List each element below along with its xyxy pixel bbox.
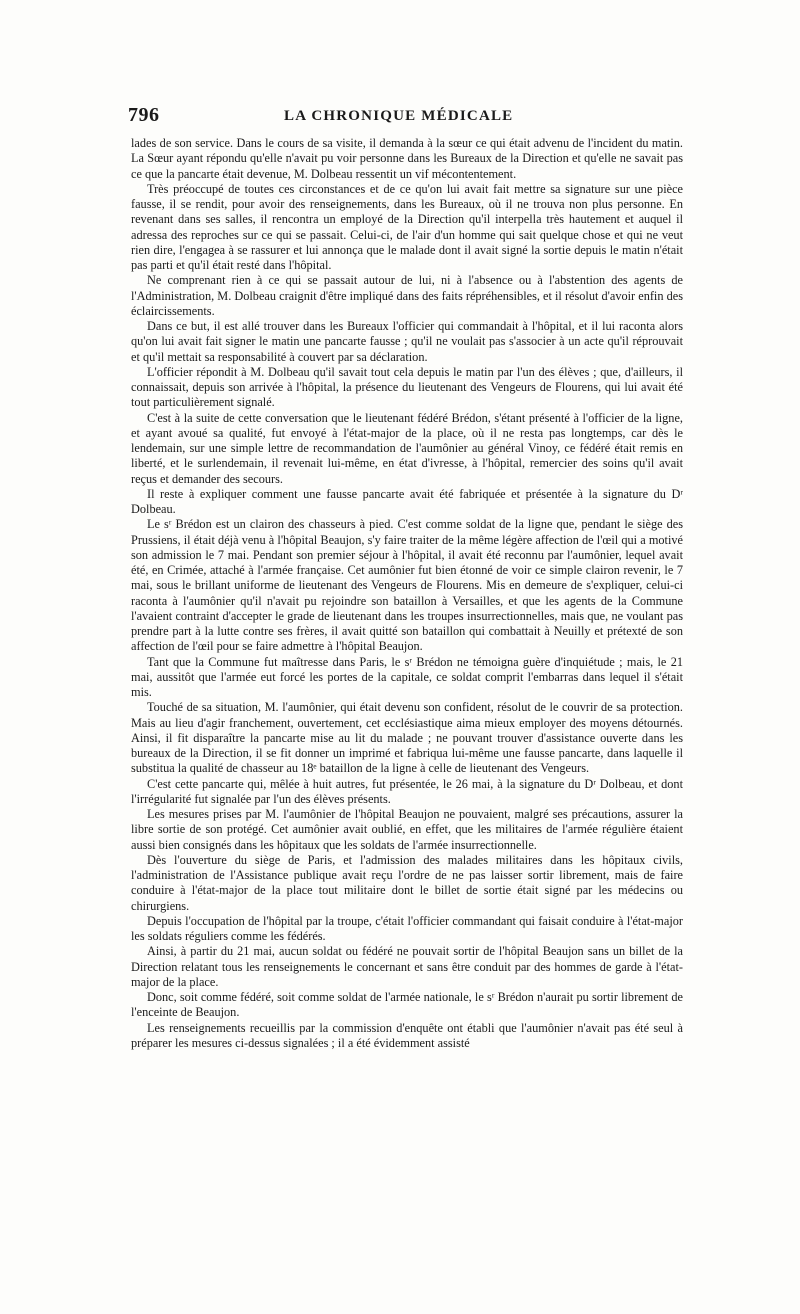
paragraph: C'est cette pancarte qui, mêlée à huit autres, fut présentée, le 26 mai, à la signature du Dʳ Dolbeau, et dont l'irrégularité fut signalée par l'un des élèves présents.: [131, 776, 683, 806]
paragraph: Ainsi, à partir du 21 mai, aucun soldat ou fédéré ne pouvait sortir de l'hôpital Beaujon sans un billet de la Direction relatant tous les renseignements le concernant et sans être conduit par des hommes de garde à l'état-major de la place.: [131, 944, 683, 989]
paragraph: Les renseignements recueillis par la commission d'enquête ont établi que l'aumônier n'avait pas été seul à préparer les mesures ci-dessus signalées ; il a été évidemment assisté: [131, 1020, 683, 1050]
paragraph: Dans ce but, il est allé trouver dans les Bureaux l'officier qui commandait à l'hôpital, et il lui raconta alors qu'on lui avait fait signer le matin une pancarte fausse ; qu'il ne voulait pas s'associer à un acte qu'il réprouvait et qu'il mettait sa responsabilité à couvert par sa déclaration.: [131, 319, 683, 364]
page-header: [128, 104, 684, 128]
paragraph: Très préoccupé de toutes ces circonstances et de ce qu'on lui avait fait mettre sa signature sur une pièce fausse, il se rendit, pour avoir des renseignements, dans les Bureaux, où il ne trouva non plus personne. En revenant dans ses salles, il rencontra un employé de la Direction qu'il interpella très hautement et auquel il adressa des reproches sur ce qui se passait. Celui-ci, de l'air d'un homme qui sait quelque chose et qui ne veut rien dire, l'engagea à se rassurer et lui annonça que le malade dont il avait signé la sortie depuis le matin n'était pas parti et qu'il était resté dans l'hôpital.: [131, 181, 683, 272]
paragraph: C'est à la suite de cette conversation que le lieutenant fédéré Brédon, s'étant présenté à l'officier de la ligne, et ayant avoué sa qualité, fut envoyé à l'état-major de la place, où il ne resta pas longtemps, car dès le lendemain, sur une simple lettre de recommandation de l'aumônier au général Vinoy, ce fédéré était remis en liberté, et le surlendemain, il revenait lui-même, en état d'ivresse, à l'hôpital, remercier des soins qu'il avait reçus et demander des secours.: [131, 410, 683, 486]
paragraph: Les mesures prises par M. l'aumônier de l'hôpital Beaujon ne pouvaient, malgré ses précautions, assurer la libre sortie de son protégé. Cet aumônier avait oublié, en effet, que les militaires de l'armée régulière étaient aussi bien consignés dans les hôpitaux que les soldats de l'armée insurrectionnelle.: [131, 807, 683, 852]
paragraph: Touché de sa situation, M. l'aumônier, qui était devenu son confident, résolut de le couvrir de sa protection. Mais au lieu d'agir franchement, ouvertement, cet ecclésiastique aima mieux employer des moyens détournés. Ainsi, il fit disparaître la pancarte mise au lit du malade ; ne pouvant trouver d'assistance ouverte dans les bureaux de la Direction, il se fit donner un imprimé et fabriqua lui-même une fausse pancarte, dans laquelle il substitua la qualité de chasseur au 18ᵉ bataillon de la ligne à celle de lieutenant des Vengeurs.: [131, 700, 683, 776]
page-number: 796: [128, 104, 160, 126]
paragraph: Il reste à expliquer comment une fausse pancarte avait été fabriquée et présentée à la signature du Dʳ Dolbeau.: [131, 486, 683, 516]
paragraph: L'officier répondit à M. Dolbeau qu'il savait tout cela depuis le matin par l'un des élèves ; que, d'ailleurs, il connaissait, depuis son arrivée à l'hôpital, la présence du lieutenant des Vengeurs de Flourens, qui lui avait été tout particulièrement signalé.: [131, 364, 683, 410]
paragraph: lades de son service. Dans le cours de sa visite, il demanda à la sœur ce qui était advenu de l'incident du matin. La Sœur ayant répondu qu'elle n'avait pu voir personne dans les Bureaux de la Direction et qu'elle ne savait pas ce que la pancarte était devenue, M. Dolbeau ressentit un vif mécontentement.: [131, 136, 683, 181]
paragraph: Ne comprenant rien à ce qui se passait autour de lui, ni à l'absence ou à l'abstention des agents de l'Administration, M. Dolbeau craignit d'être impliqué dans des faits répréhensibles, et il résolut d'avoir enfin des éclaircissements.: [131, 273, 683, 318]
paragraph: Le sʳ Brédon est un clairon des chasseurs à pied. C'est comme soldat de la ligne que, pendant le siège des Prussiens, il était déjà venu à l'hôpital Beaujon, s'y faire traiter de la même légère affection de l'œil qui a motivé son admission le 7 mai. Pendant son premier séjour à l'hôpital, il avait été reconnu par l'aumônier, lequel avait été, en Crimée, attaché à l'armée française. Cet aumônier fut bien étonné de voir ce simple clairon revenir, le 7 mai, sous le brillant uniforme de lieutenant des Vengeurs de Flourens. Mis en demeure de s'expliquer, celui-ci raconta à l'aumônier qu'il n'avait pu rejoindre son bataillon à Versailles, et que les agents de la Commune l'avaient contraint d'accepter le grade de lieutenant dans les troupes insurrectionnelles, mais que, ne voulant pas prendre part à la lutte contre ses frères, il avait quitté son bataillon qui combattait à Neuilly et prétexté de son affection de l'œil pour se faire admettre à l'hôpital Beaujon.: [131, 517, 683, 654]
paragraph: Tant que la Commune fut maîtresse dans Paris, le sʳ Brédon ne témoigna guère d'inquiétude ; mais, le 21 mai, aussitôt que l'armée eut forcé les portes de la capitale, ce soldat comprit l'embarras dans lequel il s'était mis.: [131, 654, 683, 699]
paragraph: Depuis l'occupation de l'hôpital par la troupe, c'était l'officier commandant qui faisait conduire à l'état-major les soldats réguliers comme les fédérés.: [131, 913, 683, 943]
paragraph: Dès l'ouverture du siège de Paris, et l'admission des malades militaires dans les hôpitaux civils, l'administration de l'Assistance publique avait reçu l'ordre de ne pas laisser sortir librement, mais de faire conduire à l'état-major de la place tout militaire dont le billet de sortie était signé par les médecins ou chirurgiens.: [131, 852, 683, 913]
paragraph: Donc, soit comme fédéré, soit comme soldat de l'armée nationale, le sʳ Brédon n'aurait pu sortir librement de l'enceinte de Beaujon.: [131, 990, 683, 1020]
running-title: LA CHRONIQUE MÉDICALE: [284, 108, 514, 124]
body-text: [131, 136, 683, 1051]
